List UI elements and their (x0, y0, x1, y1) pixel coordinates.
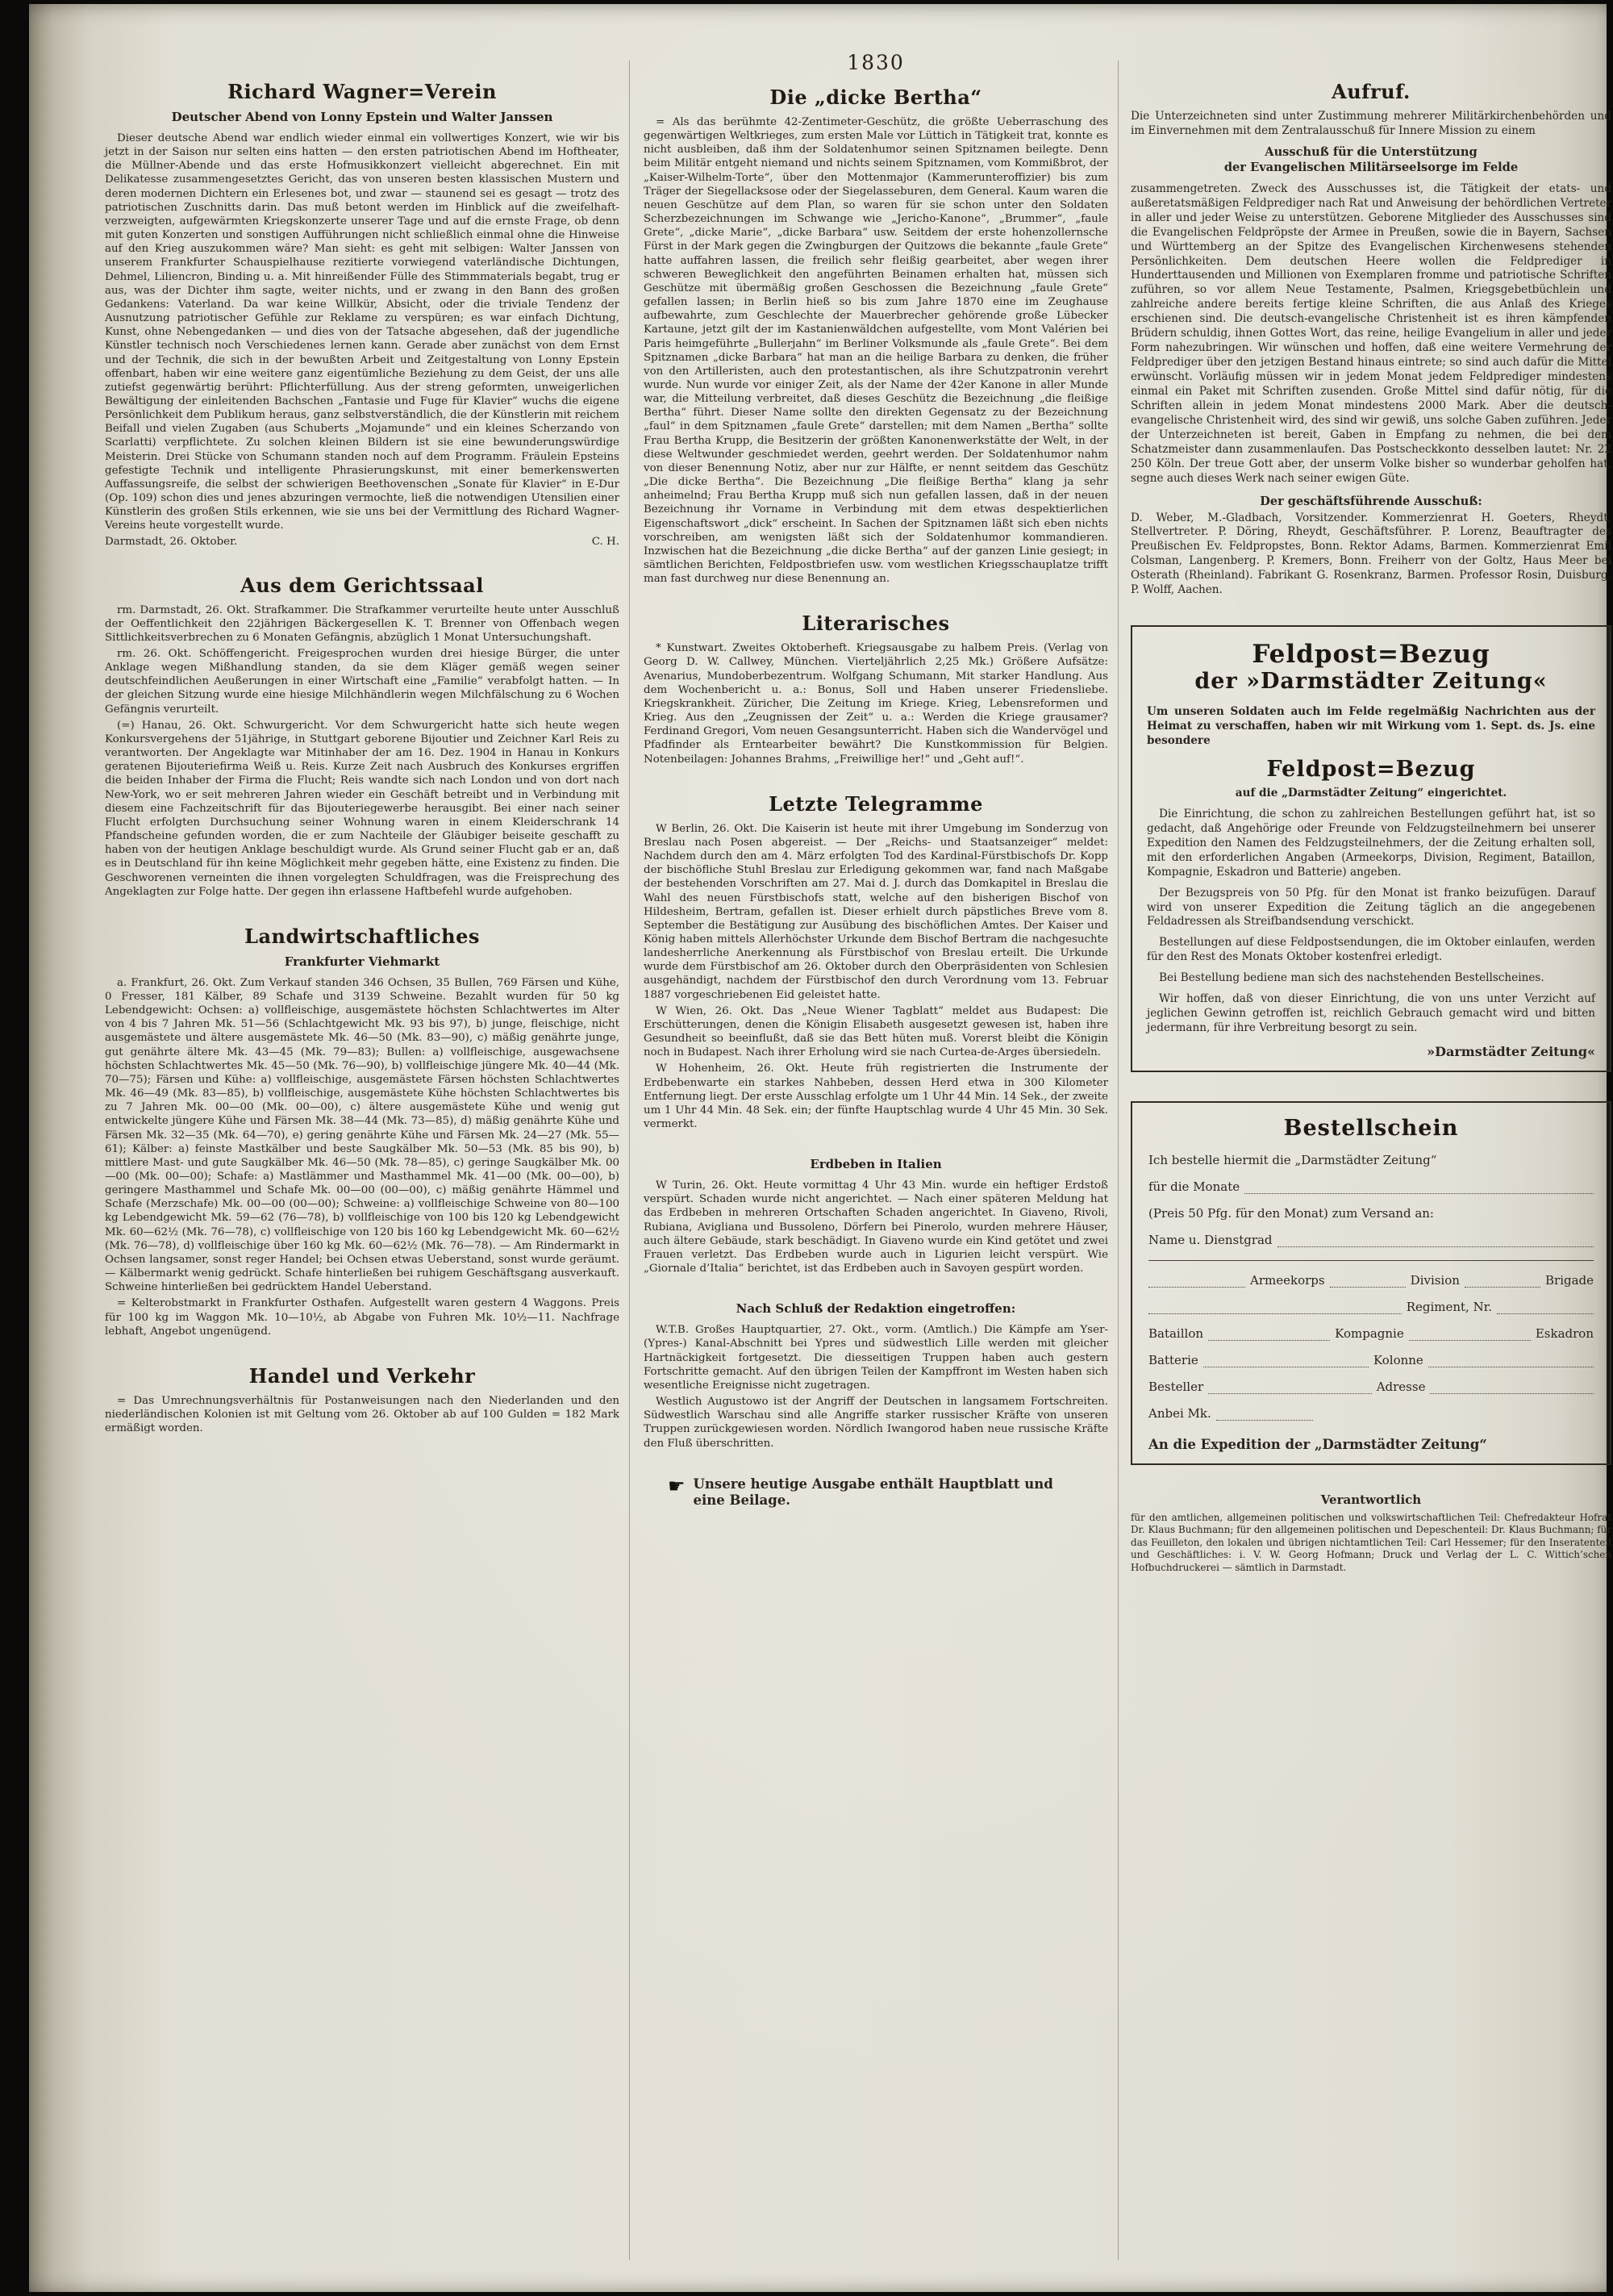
form-line (1148, 1179, 1594, 1194)
column-2 (644, 51, 1108, 1509)
form-blank (1330, 1275, 1406, 1288)
committee-title-line1: Ausschuß für die Unterstützung (1265, 144, 1478, 159)
form-blank (1148, 1275, 1245, 1288)
article-paragraph: * Kunstwart. Zweites Oktoberheft. Kriegsausgabe zu halbem Preis. (Verlag von Georg D. W. Callwey, München. Vierteljährlich 2,25 Mk.) Größere Aufsätze: Avenarius, Mundoberbezentrum. Wolfgang Schumann, Mit starker Handlung. Aus dem Wochenbericht u. a.: Bonus, Soll und Haben unserer Friedensliebe. Kriegskrankheit. Züricher, Die Zeitung im Kriege. Krieg, Lebensreformen und Krieg. Aus den „Zeugnissen der Zeit“ u. a.: Werden die Kriege grausamer? Ferdinand Gregori, Vom neuen Gesangsunterricht. Haben sich die Wandervögel und Pfadfinder als Erntearbeiter bewährt? Die Kunstkommission für Belgien. Notenbeilagen: Johannes Brahms, „Freiwillige her!“ und „Geht auf!“. (644, 642, 1108, 766)
ad-signature: »Darmstädter Zeitung« (1427, 1044, 1595, 1059)
article-paragraph: W.T.B. Großes Hauptquartier, 27. Okt., vorm. (Amtlich.) Die Kämpfe am Yser- (Ypres-) Kanal-Abschnitt bei Ypres und südwestlich Lille werden mit gleicher Hartnäckigkeit fortgesetzt. Die diesseitigen Truppen haben auch gestern Fortschritte gemacht. Auf den übrigen Teilen der Kampffront im Westen haben sich wesentliche Ereignisse nicht zugetragen. (644, 1324, 1108, 1392)
pointing-hand-icon: ☛ (668, 1474, 686, 1497)
article-paragraph: Dieser deutsche Abend war endlich wieder einmal ein vollwertiges Konzert, wie wir bis jetzt in der Saison nur selten eins hatten — den ersten patriotischen Abend im Hoftheater, die Müllner-Abende und das erste Hofmusikkonzert vielleicht abgerechnet. Ein mit Delikatesse zusammengesetztes Gericht, das von unseren besten klassischen Mustern und deren modernen Dichtern ein Erlesenes bot, und zwar — staunend sei es gesagt — trotz des patriotischen Zuschnitts darin. Das muß betont werden im Hinblick auf die zweifelhaft-verzweigten, aufgewärmten Kriegskonzerte unserer Tage und auf die ernste Frage, ob denn mit guten Konzerten und sonstigen Aufführungen nicht schließlich einmal ohne die Hinweise auf den Krieg auszukommen wäre? Man sieht: es geht mit selbigen: Walter Janssen von unserem Frankfurter Schauspielhause rezitierte vorwiegend vaterländische Dichtungen, Dehmel, Liliencron, Binding u. a. Mit hinreißender Fülle des Stimmmaterials begabt, trug er aus, was der Dichter ihm sagte, weiter nichts, und er zwang in den Bann des großen Gedankens: Vaterland. Da war keine Willkür, Absicht, oder die triviale Tendenz der Ausnutzung patriotischer Gefühle zur Reklame zu verspüren; es war einfach Dichtung, Kunst, ohne Nebengedanken — und dies von der Tatsache abgesehen, daß der jugendliche Künstler technisch noch Verschiedenes lernen kann. Gerade aber zunächst von dem Ernst und der Technik, die sich in der bewußten Arbeit und Zeitgestaltung von Lonny Epstein offenbart, haben wir eine weitere ganz eigentümliche Beziehung zu dem Geist, der uns alle zutiefst gegenwärtig berührt: Pflichterfüllung. Aus der streng geformten, unweigerlichen Bewältigung der einleitenden Bachschen „Fantasie und Fuge für Klavier“ wuchs die eigene Persönlichkeit dem Publikum heraus, ganz selbstverständlich, die der Künstlerin mit reichem Beifall und vielen Zugaben (aus Schuberts „Mojamunde“ und ein kleines Scherzando von Scarlatti) verpflichtete. Zu solchen kleinen Bildern ist sie eine bewunderungswürdige Meisterin. Drei Stücke von Schumann standen noch auf dem Programm. Fräulein Epsteins gefestigte Technik und intelligente Phrasierungskunst, mit einer bemerkenswerten Auffassungsreife, die selbst der schwierigen Beethovenschen „Sonate für Klavier“ in E-Dur (Op. 109) schon dies und jenes abzuringen vermochte, ließ die notwendigen Utensilien einer Künstlerin des großen Stils erkennen, wie sie uns bei der Vermittlung des Richard Wagner-Vereins heute vorgestellt wurde. (105, 132, 619, 532)
article-heading: Aus dem Gerichtssaal (240, 573, 484, 597)
article-paragraph: = Kelterobstmarkt in Frankfurter Osthafen. Aufgestellt waren gestern 4 Waggons. Preis für 100 kg im Waggon Mk. 10—10½, ab Abgabe von Fuhren Mk. 10½—11. Nachfrage lebhaft, Angebot ungenügend. (105, 1297, 619, 1338)
article-subheading: Erdbeben in Italien (810, 1157, 942, 1172)
form-label: Kolonne (1373, 1353, 1423, 1367)
order-form-footer: An die Expedition der „Darmstädter Zeitung“ (1148, 1437, 1487, 1452)
issue-notice (644, 1476, 1108, 1509)
form-blank (1208, 1382, 1372, 1394)
form-line (1148, 1206, 1594, 1221)
ad-intro: Um unseren Soldaten auch im Felde regelmäßig Nachrichten aus der Heimat zu verschaffen, haben wir mit Wirkung vom 1. Sept. ds. Js. eine besondere (1147, 705, 1595, 747)
article-heading: Landwirtschaftliches (244, 924, 480, 948)
form-blank (1409, 1329, 1531, 1341)
page-number: 1830 (847, 51, 905, 74)
article-landwirtschaftliches (105, 925, 619, 1338)
form-blank (1208, 1329, 1330, 1341)
issue-notice-text: Unsere heutige Ausgabe enthält Hauptblatt und eine Beilage. (693, 1476, 1053, 1509)
article-paragraph: (=) Hanau, 26. Okt. Schwurgericht. Vor dem Schwurgericht hatte sich heute wegen Konkursvergehens der 51jährige, in Stuttgart geborene Bijoutier und Zeichner Karl Reis zu verantworten. Der Angeklagte war Mitinhaber der am 16. Dez. 1904 in Hanau in Konkurs geratenen Bijouteriefirma Weiß u. Reis. Kurze Zeit nach Ausbruch des Konkurses ergriffen die beiden Inhaber der Firma die Flucht; Reis wandte sich nach London und von dort nach New-York, wo er seit mehreren Jahren wieder ein Geschäft betreibt und in Verbindung mit diesem eine Fachzeitschrift für das Bijouteriegewerbe herausgibt. Bei einer nach seiner Flucht erfolgten Durchsuchung seiner Wohnung waren in einem Kleiderschrank 14 Pfandscheine gefunden worden, die er zum Nachteile der Gläubiger beiseite geschafft zu haben von der heutigen Anklage beschuldigt wurde. Als Grund seiner Flucht gab er an, daß es in Deutschland für ihn keine Möglichkeit mehr gegeben hätte, eine Existenz zu finden. Die Geschworenen verneinten die ihnen vorgelegten Schuldfragen, was die Freisprechung des Angeklagten zur Folge hatte. Der gegen ihn erlassene Haftbefehl wurde aufgehoben. (105, 719, 619, 898)
form-line (1148, 1233, 1594, 1247)
ad-paragraph: Wir hoffen, daß von dieser Einrichtung, die von uns unter Verzicht auf jeglichen Gewinn getroffen ist, reichlich Gebrauch gemacht wird und bitten jedermann, für ihre Verbreitung besorgt zu sein. (1147, 992, 1595, 1035)
article-heading: Handel und Verkehr (248, 1363, 476, 1388)
article-dicke-bertha (644, 86, 1108, 586)
article-paragraph: rm. Darmstadt, 26. Okt. Strafkammer. Die Strafkammer verurteilte heute unter Ausschluß der Oeffentlichkeit den 22jährigen Bäckergesellen K. T. Brenner von Offenbach wegen Sittlichkeitsverbrechen zu 6 Monaten Gefängnis, abzüglich 1 Monat Untersuchungshaft. (105, 603, 619, 644)
article-heading: Richard Wagner=Verein (227, 80, 497, 103)
article-paragraph: = Das Umrechnungsverhältnis für Postanweisungen nach den Niederlanden und den niederländischen Kolonien ist mit Geltung vom 26. Oktober ab auf 100 Gulden = 182 Mark ermäßigt worden. (105, 1394, 619, 1435)
column-1 (105, 75, 619, 1461)
form-label: Batterie (1148, 1353, 1198, 1367)
article-paragraph: Die Unterzeichneten sind unter Zustimmung mehrerer Militärkirchenbehörden und im Einvernehmen mit dem Zentralausschuß für Innere Mission zu einem (1131, 110, 1611, 137)
article-heading: Die „dicke Bertha“ (769, 86, 982, 109)
committee-title-line2: der Evangelischen Militärseelsorge im Felde (1223, 160, 1519, 174)
imprint-heading: Verantwortlich (1320, 1492, 1422, 1507)
form-blank (1497, 1302, 1594, 1314)
ad-paragraph: Die Einrichtung, die schon zu zahlreichen Bestellungen geführt hat, ist so gedacht, daß Angehörige oder Freunde von Feldzugsteilnehmern bei unserer Expedition den Namen des Feldzugsteilnehmers, der die Zeitung erhalten soll, mit den erforderlichen Angaben (Armeekorps, Division, Regiment, Bataillon, Kompagnie, Eskadron und Batterie) angeben. (1147, 807, 1595, 879)
article-paragraph: a. Frankfurt, 26. Okt. Zum Verkauf standen 346 Ochsen, 35 Bullen, 769 Färsen und Kühe, 0 Fresser, 181 Kälber, 89 Schafe und 3139 Schweine. Bezahlt wurden für 50 kg Lebendgewicht: Ochsen: a) vollfleischige, ausgemästete höchsten Schlachtwertes im Alter von 4 bis 7 Jahren Mk. 51—56 (Schlachtgewicht Mk. 93 bis 97), b) junge, fleischige, nicht ausgemästete und ältere ausgemästete Mk. 46—50 (Mk. 83—90), c) mäßig genährte junge, gut genährte ältere Mk. 43—45 (Mk. 79—83); Bullen: a) vollfleischige, ausgewachsene höchsten Schlachtwertes Mk. 45—50 (Mk. 76—90), b) vollfleischige jüngere Mk. 40—44 (Mk. 70—75); Färsen und Kühe: a) vollfleischige, ausgemästete Färsen höchsten Schlachtwertes Mk. 46—49 (Mk. 83—85), b) vollfleischige, ausgemästete Kühe höchsten Schlachtwertes bis zu 7 Jahren Mk. 00—00 (Mk. 00—00), c) ältere ausgemästete Kühe und wenig gut entwickelte jüngere Kühe und Färsen Mk. 38—44 (Mk. 73—85), d) mäßig genährte Kühe und Färsen Mk. 32—35 (Mk. 64—70), e) gering genährte Kühe und Färsen Mk. 24—27 (Mk. 55—61); Kälber: a) feinste Mastkälber und beste Saugkälber Mk. 50—53 (Mk. 85 bis 90), b) mittlere Mast- und gute Saugkälber Mk. 46—50 (Mk. 78—85), c) geringe Saugkälber Mk. 00—00 (Mk. 00—00); Schafe: a) Mastlämmer und Masthammel Mk. 41—00 (Mk. 00—00), b) geringere Masthammel und Schafe Mk. 00—00 (00—00), c) mäßig genährte Hämmel und Schafe (Merzschafe) Mk. 00—00 (00—00); Schweine: a) vollfleischige Schweine von 80—100 kg Lebendgewicht Mk. 59—62 (76—78), b) vollfleischige von 100 bis 120 kg Lebendgewicht Mk. 60—62½ (Mk. 76—78), c) vollfleischige von 120 bis 160 kg Lebendgewicht Mk. 60—62½ (Mk. 76—78), d) vollfleischige über 160 kg Mk. 60—62½ (Mk. 76—78). — Am Rindermarkt in Ochsen langsamer, sonst reger Handel; bei Ochsen etwas Ueberstand, sonst wurde geräumt. — Kälbermarkt wenig gedrückt. Schafe hinterließen bei ruhigem Geschäftsgang ausverkauft. Schweine hinterließen bei gedrücktem Handel Ueberstand. (105, 976, 619, 1294)
ad-paragraph: Bestellungen auf diese Feldpostsendungen, die im Oktober einlaufen, werden für den Rest des Monats Oktober kostenfrei erledigt. (1147, 936, 1595, 964)
ad-feature-subtitle: auf die „Darmstädter Zeitung“ eingerichtet. (1235, 786, 1507, 799)
article-nach-schluss (644, 1301, 1108, 1450)
form-blank (1203, 1355, 1369, 1367)
article-letzte-telegramme (644, 792, 1108, 1131)
form-divider (1148, 1260, 1594, 1261)
form-line (1148, 1326, 1594, 1341)
form-blank (1430, 1382, 1594, 1394)
article-literarisches (644, 612, 1108, 766)
signature-heading: Der geschäftsführende Ausschuß: (1260, 494, 1482, 508)
form-label: Division (1410, 1273, 1460, 1288)
order-form-title: Bestellschein (1283, 1116, 1459, 1141)
ad-paragraph: Der Bezugspreis von 50 Pfg. für den Monat ist franko beizufügen. Darauf wird von unserer Expedition die Zeitung täglich an die angegebenen Feldadressen als Streifbandsendung verschickt. (1147, 886, 1595, 929)
form-label: Regiment, Nr. (1406, 1300, 1492, 1314)
form-label: Bataillon (1148, 1326, 1204, 1341)
form-label: (Preis 50 Pfg. für den Monat) zum Versand an: (1148, 1206, 1434, 1221)
dateline-place: Darmstadt, 26. Oktober. (105, 535, 238, 548)
form-label: Armeekorps (1250, 1273, 1325, 1288)
form-label: Name u. Dienstgrad (1148, 1233, 1273, 1247)
committee-title (1131, 145, 1611, 176)
article-heading: Letzte Telegramme (769, 791, 983, 816)
form-line (1148, 1353, 1594, 1367)
article-paragraph: zusammengetreten. Zweck des Ausschusses ist, die Tätigkeit der etats- und außeretatsmäßigen Feldprediger nach Rat und Anweisung der behördlichen Vertreter in aller und jeder Weise zu unterstützen. Geborene Mitglieder des Ausschusses sind die Evangelischen Feldpröpste der Armee in Preußen, sowie die in Bayern, Sachsen und Württemberg an der Spitze des Evangelischen Kirchenwesens stehenden Persönlichkeiten. Dem deutschen Heere wollen die Feldprediger in Hunderttausenden und Millionen von Exemplaren fromme und patriotische Schriften zuführen, so vor allem Neue Testamente, Psalmen, Kriegsgebetbüchlein und zahlreiche andere bereits fertige kleine Schriften, die aus Anlaß des Krieges erschienen sind. Die deutsch-evangelische Christenheit ist es ihren kämpfenden Brüdern schuldig, ihnen Gottes Wort, das reine, heilige Evangelium in aller und jeder Form nahezubringen. Wir wünschen und hoffen, daß eine weitere Vermehrung der Feldprediger über den jetzigen Bestand hinaus eintrete; so sind auch dafür die Mittel erwünscht. Vorläufig müssen wir in jedem Monat jedem Feldprediger mindestens einmal ein Paket mit Schriften zusenden. Große Mittel sind dafür nötig, für die Schriften allein in jedem Monat mindestens 2000 Mark. Aber die deutsch-evangelische Christenheit wird, des sind wir gewiß, uns solche Gaben zuführen. Jeder der Unterzeichneten ist bereit, Gaben in Empfang zu nehmen, die bei dem Schatzmeister dann zusammenlaufen. Das Postscheckkonto desselben lautet: Nr. 22 250 Köln. Der treue Gott aber, der unserm Volke bisher so wunderbar geholfen hat, segne auch dieses Werk nach seiner ewigen Güte. (1131, 182, 1611, 485)
telegram-paragraph: W Berlin, 26. Okt. Die Kaiserin ist heute mit ihrer Umgebung im Sonderzug von Breslau nach Posen abgereist. — Der „Reichs- und Staatsanzeiger“ meldet: Nachdem durch den am 4. März erfolgten Tod des Kardinal-Fürstbischofs Dr. Kopp der bischöfliche Stuhl Breslau zur Erledigung gekommen war, fand nach Maßgabe der bestehenden Vorschriften am 27. Mai d. J. durch das Domkapitel in Breslau die Wahl des neuen Fürstbischofs statt, welche auf den bisherigen Bischof von Hildesheim, Bertram, gefallen ist. Dieser erhielt durch päpstliches Breve vom 8. September die Bestätigung zur Ausübung des bischöflichen Amtes. Der Kaiser und König haben mittels Allerhöchster Urkunde dem Bischof Bertram die nachgesuchte landesherrliche Anerkennung als Fürstbischof von Breslau erteilt. Die Urkunde wurde dem Fürstbischof am 26. Oktober durch den Oberpräsidenten von Schlesien ausgehändigt, nachdem der Fürstbischof den durch Verordnung vom 13. Februar 1887 vorgeschriebenen Eid geleistet hatte. (644, 822, 1108, 1001)
article-paragraph: Westlich Augustowo ist der Angriff der Deutschen in langsamem Fortschreiten. Südwestlich Warschau sind alle Angriffe starker russischer Kräfte von unseren Truppen zurückgewiesen worden. Nördlich Iwangorod haben neue russische Kräfte den Fluß überschritten. (644, 1396, 1108, 1450)
ad-paragraph: Bei Bestellung bediene man sich des nachstehenden Bestellscheines. (1159, 971, 1544, 985)
ad-title: Feldpost=Bezug (1252, 640, 1490, 670)
article-aufruf (1131, 80, 1611, 598)
order-form-box (1131, 1101, 1611, 1465)
author-initials: C. H. (591, 535, 619, 548)
form-line (1148, 1153, 1594, 1167)
form-label: für die Monate (1148, 1179, 1240, 1194)
column-rule-left (629, 61, 630, 2260)
column-rule-right (1118, 61, 1119, 2260)
form-label: Eskadron (1535, 1326, 1594, 1341)
form-label: Adresse (1376, 1380, 1426, 1394)
ad-feature-title: Feldpost=Bezug (1266, 756, 1476, 782)
article-subheading: Nach Schluß der Redaktion eingetroffen: (736, 1301, 1016, 1317)
form-blank (1216, 1409, 1313, 1421)
article-paragraph: = Als das berühmte 42-Zentimeter-Geschütz, die größte Ueberraschung des gegenwärtigen Weltkrieges, zum ersten Male vor Lüttich in Tätigkeit trat, konnte es nicht ausbleiben, daß ihm der Soldatenhumor seinen Spitznamen beilegte. Denn beim Militär entgeht niemand und nichts seinem Spitznamen, vom Kommißbrot, der „Kaiser-Wilhelm-Torte“, über den Mottenmajor (Kammerunteroffizier) bis zum Träger der Siegellacksose oder der Siegelasseburen, dem General. Kaum waren die neuen Geschütze auf dem Plan, so waren für sie schon unter den Soldaten Scherzbezeichnungen im Schwange wie „Jericho-Kanone“, „Brummer“, „faule Grete“, „dicke Marie“, „dicke Barbara“ usw. Seitdem der erste hohenzollernsche Fürst in der Mark gegen die Zwingburgen der Quitzows die bekannte „faule Grete“ hatte auffahren lassen, die freilich sehr fleißig gearbeitet, aber wegen ihrer schweren Beweglichkeit den angeführten Beinamen erhalten hat, müssen sich Geschütze mit übermäßig großen Geschossen die Bezeichnung „faule Grete“ gefallen lassen; in Berlin hieß so bis zum Jahre 1870 eine im Zeughause aufbewahrte, zum Geschlechte der Mauerbrecher gehörende große Lübecker Kartaune, jetzt gilt der im Kastanienwäldchen aufgestellte, vom Mont Valérien bei Paris heimgeführte „Bullerjahn“ im Berliner Volksmunde als „faule Grete“. Bei dem Spitznamen „dicke Barbara“ hat man an die heilige Barbara zu denken, die früher von den Artilleristen, auch den protestantischen, als ihre Schutzpatronin verehrt wurde. Nun wurde vor einiger Zeit, als der Name der 42er Kanone in aller Munde war, die Mitteilung verbreitet, daß dieses Geschütz die Bezeichnung „die fleißige Bertha“ führt. Dieser Name sollte den direkten Gegensatz zu der Bezeichnung „faul“ in dem Spitznamen „faule Grete“ darstellen; mit dem Namen „Bertha“ sollte Frau Bertha Krupp, die Besitzerin der größten Kanonenwerkstätte der Welt, in der diese Weltwunder geschmiedet werden, geehrt werden. Der Soldatenhumor nahm von dieser Benennung Notiz, aber nur zur Hälfte, er nennt seitdem das Geschütz „Die dicke Bertha“. Die Bezeichnung „Die fleißige Bertha“ klang ja sehr anheimelnd; Frau Bertha Krupp muß sich nun gefallen lassen, daß in der neuen Bezeichnung ihr Vorname in Verbindung mit dem etwas despektierlichen Eigenschaftswort „dick“ erscheint. In Sachen der Spitznamen läßt sich eben nichts vorschreiben, am wenigsten läßt sich der Soldatenhumor kommandieren. Inzwischen hat die Bezeichnung „die dicke Bertha“ auf der ganzen Linie gesiegt; in sämtlichen Berichten, Feldpostbriefen usw. vom westlichen Kriegsschauplatze trifft man fast durchweg nur diese Benennung an. (644, 116, 1108, 586)
form-line (1148, 1300, 1594, 1314)
telegram-paragraph: W Wien, 26. Okt. Das „Neue Wiener Tagblatt“ meldet aus Budapest: Die Erschütterungen, denen die Königin Elisabeth ausgesetzt gewesen ist, haben ihre Gesundheit so beeinflußt, daß sie das Bett hüten muß. Vorerst bleibt die Königin noch in Budapest. Nach ihrer Erholung wird sie nach Curtea-de-Arges übersiedeln. (644, 1004, 1108, 1059)
article-gerichtssaal (105, 574, 619, 899)
form-label: Brigade (1545, 1273, 1594, 1288)
form-line (1148, 1380, 1594, 1394)
article-heading: Aufruf. (1332, 80, 1411, 103)
article-paragraph: rm. 26. Okt. Schöffengericht. Freigesprochen wurden drei hiesige Bürger, die unter Anklage wegen Mißhandlung standen, da sie dem Kläger gemäß wegen seiner deutschfeindlichen Aeußerungen in einer Wirtschaft eine „Familie“ verabfolgt hatten. — In der gleichen Sitzung wurde eine hiesige Milchhändlerin wegen Milchfälschung zu 6 Wochen Gefängnis verurteilt. (105, 648, 619, 716)
article-heading: Literarisches (802, 612, 950, 636)
form-label: Anbei Mk. (1148, 1406, 1211, 1421)
signatures: D. Weber, M.-Gladbach, Vorsitzender. Kommerzienrat H. Goeters, Rheydt, Stellvertreter. P. Döring, Rheydt, Geschäftsführer. P. Lorenz, Beauftragter des Preußischen Ev. Feldpropstes, Bonn. Rektor Adams, Barmen. Kommerzienrat Emil Colsman, Langenberg. P. Kremers, Bonn. Freiherr von der Goltz, Haus Meer bei Osterath (Rheinland). Fabrikant G. Rosenkranz, Barmen. Professor Rosin, Duisburg. P. Wolff, Aachen. (1131, 511, 1611, 597)
form-blank (1244, 1182, 1594, 1194)
article-paragraph: W Turin, 26. Okt. Heute vormittag 4 Uhr 43 Min. wurde ein heftiger Erdstoß verspürt. Schaden wurde nicht angerichtet. — Nach einer späteren Meldung hat das Erdbeben in mehreren Ortschaften Schaden angerichtet. In Giaveno, Rivoli, Rubiana, Avigliana und Bussoleno, Dörfern bei Pinerolo, wurden mehrere Häuser, auch ältere Gebäude, stark beschädigt. In Giaveno wurde ein Kind getötet und zwei Frauen verletzt. Das Erdbeben wurde auch in Ligurien leicht verspürt. Wie „Giornale d’Italia“ berichtet, ist das Erdbeben auch in Savoyen gespürt worden. (644, 1179, 1108, 1275)
ad-title-line2: der »Darmstädter Zeitung« (1194, 669, 1548, 695)
form-blank (1465, 1275, 1540, 1288)
form-line (1148, 1273, 1594, 1288)
telegram-paragraph: W Hohenheim, 26. Okt. Heute früh registrierten die Instrumente der Erdbebenwarte ein starkes Nahbeben, dessen Herd etwa in 300 Kilometer Entfernung liegt. Der erste Ausschlag erfolgte um 1 Uhr 44 Min. 14 Sek., der zweite um 1 Uhr 44 Min. 48 Sek. ein; der fünfte Hauptschlag wurde 4 Uhr 45 Min. 30 Sek. vermerkt. (644, 1062, 1108, 1130)
article-wagner-verein (105, 80, 619, 548)
article-subheading: Frankfurter Viehmarkt (284, 954, 440, 969)
form-label: Ich bestelle hiermit die „Darmstädter Zeitung“ (1148, 1153, 1437, 1167)
form-label: Kompagnie (1335, 1326, 1404, 1341)
form-blank (1428, 1355, 1594, 1367)
form-label: Besteller (1148, 1380, 1204, 1394)
form-blank (1148, 1302, 1402, 1314)
article-handel-verkehr (105, 1364, 619, 1435)
imprint (1131, 1492, 1611, 1574)
dateline (105, 536, 619, 548)
feldpost-ad-box (1131, 625, 1611, 1072)
article-subheading: Deutscher Abend von Lonny Epstein und Walter Janssen (171, 110, 553, 124)
column-3 (1131, 75, 1611, 1574)
form-line (1148, 1406, 1594, 1421)
newspaper-page (29, 4, 1611, 2292)
form-blank (1277, 1235, 1594, 1247)
article-erdbeben-italien (644, 1157, 1108, 1275)
imprint-text: für den amtlichen, allgemeinen politischen und volkswirtschaftlichen Teil: Chefredakteur Hofrat Dr. Klaus Buchmann; für den allgemeinen politischen und Depeschenteil: Dr. Klaus Buchmann; für das Feuilleton, den lokalen und übrigen nichtamtlichen Teil: Carl Hessemer; für den Inseratenteil und Geschäftliches: i. V. W. Georg Hofmann; Druck und Verlag der L. C. Wittich’schen Hofbuchdruckerei — sämtlich in Darmstadt. (1131, 1512, 1611, 1573)
